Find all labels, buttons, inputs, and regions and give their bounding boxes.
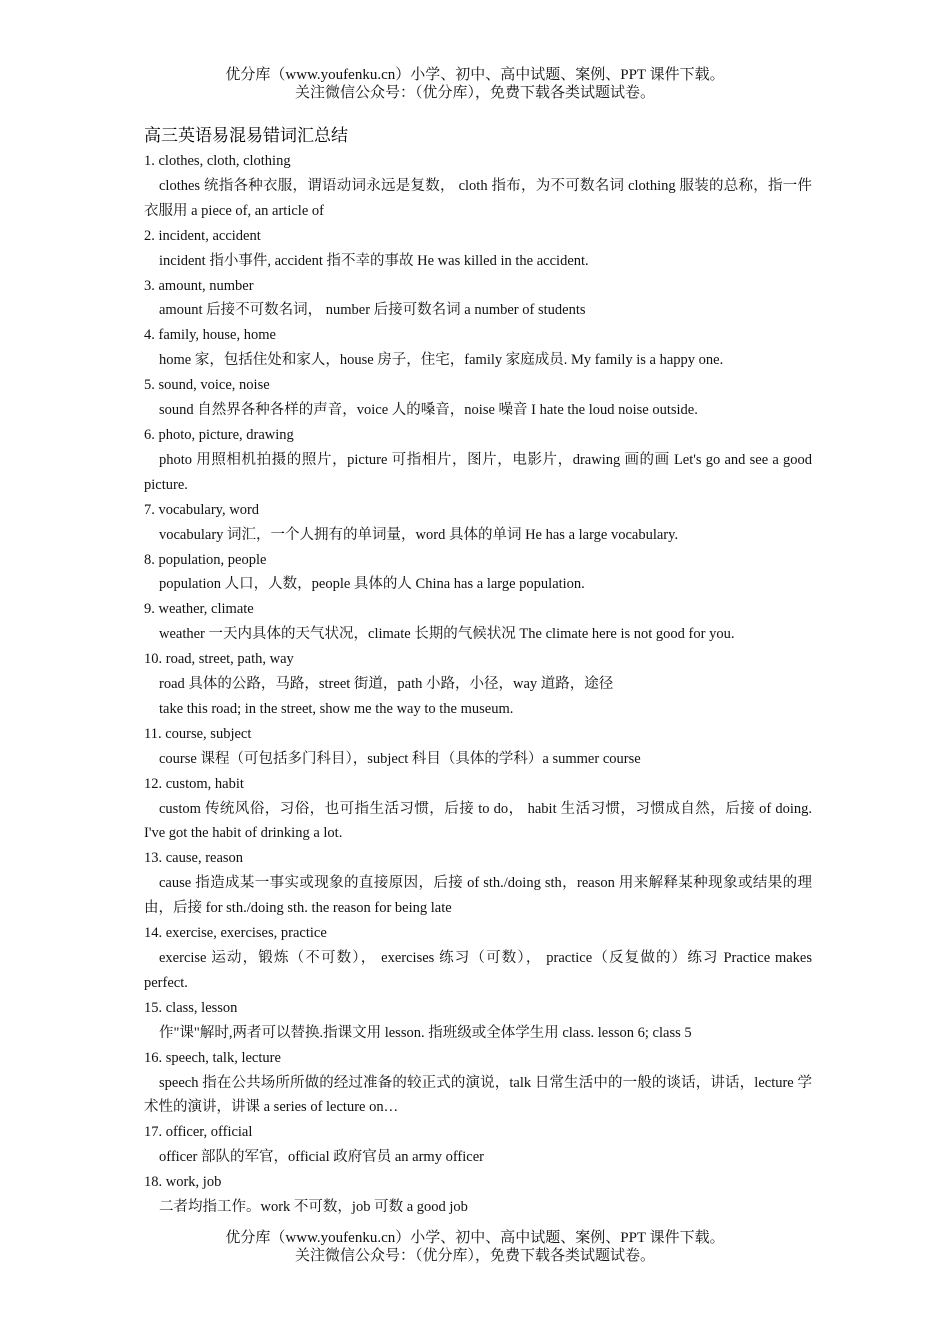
- entry-heading: 14. exercise, exercises, practice: [144, 925, 327, 942]
- entry-heading: 8. population, people: [144, 551, 267, 568]
- header-line-1: 优分库（www.youfenku.cn）小学、初中、高中试题、案例、PPT 课件下载。: [225, 67, 725, 83]
- entry-explanation: clothes 统指各种衣服，谓语动词永远是复数， cloth 指布，为不可数名词 clothing 服装的总称，指一件衣服用 a piece of, an article of: [144, 177, 812, 219]
- entry-heading: 2. incident, accident: [144, 227, 261, 244]
- entry-explanation: officer 部队的军官，official 政府官员 an army officer: [159, 1149, 484, 1166]
- document-title: 高三英语易混易错词汇总结: [144, 126, 348, 146]
- entry-explanation: road 具体的公路，马路，street 街道，path 小路，小径，way 道路，途径: [159, 676, 614, 693]
- entry-heading: 12. custom, habit: [144, 775, 244, 792]
- document-body: [144, 124, 812, 1220]
- entry-heading: 3. amount, number: [144, 277, 254, 294]
- entry-heading: 9. weather, climate: [144, 601, 254, 618]
- entry-explanation: exercise 运动，锻炼（不可数）， exercises 练习（可数）， practice（反复做的）练习 Practice makes perfect.: [144, 950, 812, 991]
- entry-heading: 18. work, job: [144, 1174, 222, 1191]
- entry-explanation: sound 自然界各种各样的声音，voice 人的嗓音，noise 噪音 I hate the loud noise outside.: [159, 402, 698, 419]
- entry-explanation: photo 用照相机拍摄的照片，picture 可指相片，图片，电影片，drawing 画的画 Let's go and see a good picture.: [144, 451, 812, 493]
- entry-explanation: amount 后接不可数名词， number 后接可数名词 a number of students: [159, 302, 586, 319]
- entry-heading: 4. family, house, home: [144, 327, 276, 344]
- entry-heading: 11. course, subject: [144, 725, 252, 742]
- entry-explanation: speech 指在公共场所所做的经过准备的较正式的演说，talk 日常生活中的一般的谈话，讲话，lecture 学术性的演讲，讲课 a series of lecture on…: [144, 1074, 812, 1116]
- entry-explanation: take this road; in the street, show me the way to the museum.: [159, 700, 514, 717]
- entry-heading: 13. cause, reason: [144, 850, 244, 867]
- entry-explanation: cause 指造成某一事实或现象的直接原因，后接 of sth./doing sth，reason 用来解释某种现象或结果的理由，后接 for sth./doing sth. the reason for being late: [144, 875, 812, 917]
- entry-explanation: 作"课"解时,两者可以替换.指课文用 lesson. 指班级或全体学生用 class. lesson 6; class 5: [159, 1024, 692, 1041]
- entry-list: [144, 149, 812, 1220]
- entry-heading: 7. vocabulary, word: [144, 501, 260, 518]
- entry-heading: 10. road, street, path, way: [144, 651, 294, 668]
- page-header: [0, 66, 950, 102]
- page-footer: [0, 1229, 950, 1265]
- entry-explanation: course 课程（可包括多门科目），subject 科目（具体的学科）a summer course: [159, 750, 641, 767]
- entry-explanation: vocabulary 词汇，一个人拥有的单词量，word 具体的单词 He has a large vocabulary.: [159, 526, 679, 543]
- entry-explanation: 二者均指工作。work 不可数，job 可数 a good job: [159, 1199, 468, 1216]
- entry-explanation: custom 传统风俗，习俗，也可指生活习惯，后接 to do， habit 生活习惯，习惯成自然，后接 of doing. I've got the habit of drinking a lot.: [144, 800, 812, 842]
- entry-heading: 17. officer, official: [144, 1124, 253, 1141]
- footer-line-1: 优分库（www.youfenku.cn）小学、初中、高中试题、案例、PPT 课件下载。: [225, 1230, 725, 1246]
- header-line-2: 关注微信公众号：（优分库），免费下载各类试题试卷。: [294, 85, 655, 101]
- entry-heading: 1. clothes, cloth, clothing: [144, 153, 291, 169]
- entry-explanation: weather 一天内具体的天气状况，climate 长期的气候状况 The climate here is not good for you.: [159, 626, 735, 643]
- entry-heading: 5. sound, voice, noise: [144, 377, 270, 394]
- entry-explanation: population 人口，人数，people 具体的人 China has a large population.: [159, 576, 585, 593]
- entry-heading: 6. photo, picture, drawing: [144, 426, 294, 443]
- entry-heading: 16. speech, talk, lecture: [144, 1049, 281, 1066]
- entry-heading: 15. class, lesson: [144, 999, 238, 1016]
- footer-line-2: 关注微信公众号：（优分库），免费下载各类试题试卷。: [294, 1248, 655, 1264]
- entry-explanation: incident 指小事件, accident 指不幸的事故 He was killed in the accident.: [159, 252, 589, 269]
- entry-explanation: home 家，包括住处和家人，house 房子，住宅，family 家庭成员. My family is a happy one.: [159, 352, 724, 369]
